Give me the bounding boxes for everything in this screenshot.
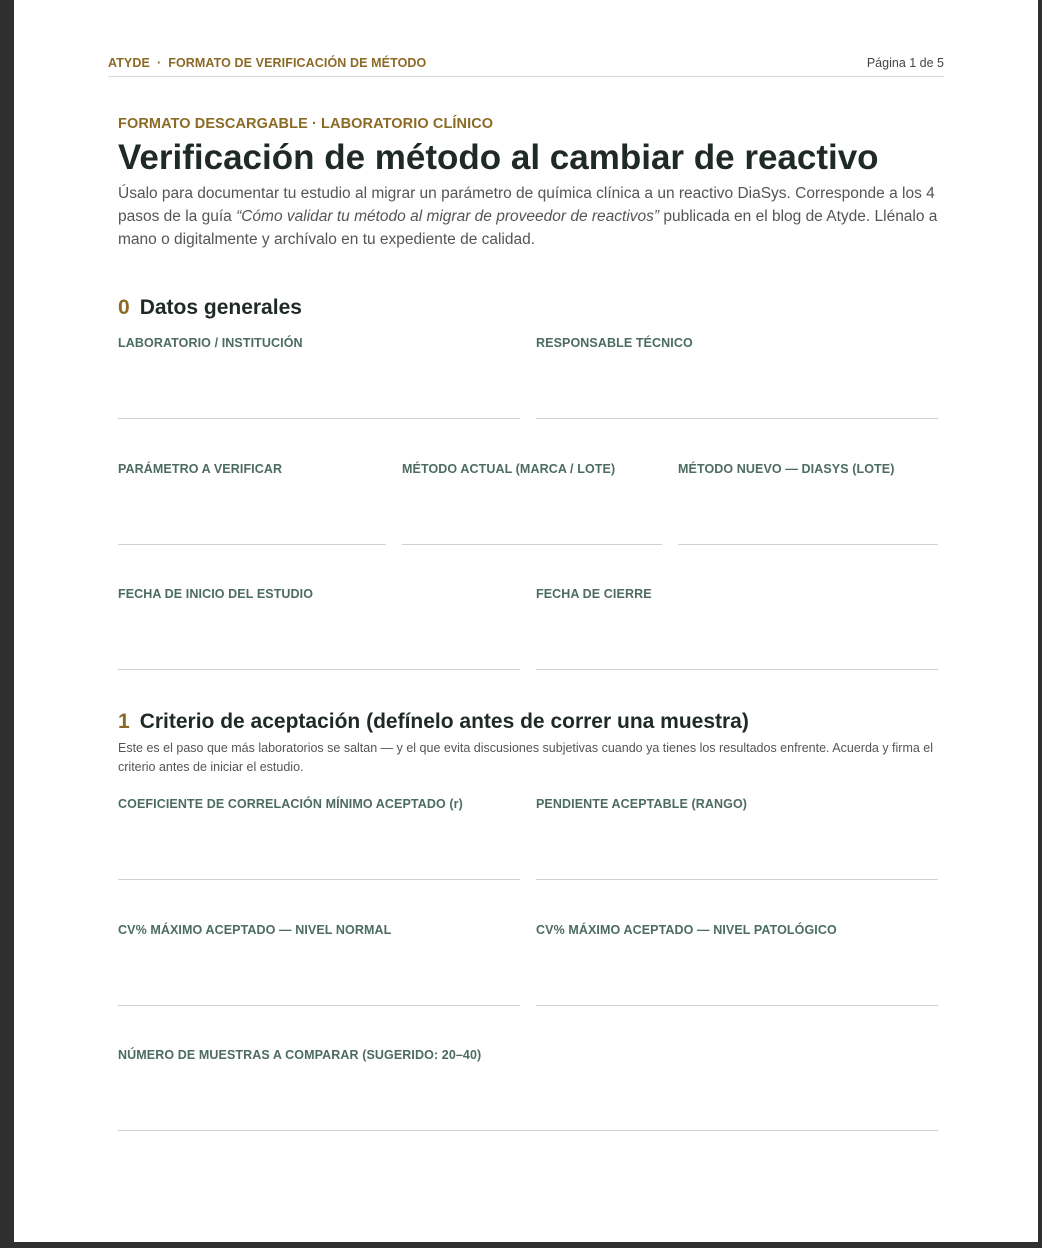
field-label: FECHA DE CIERRE (536, 587, 652, 601)
page-title: Verificación de método al cambiar de reactivo (118, 138, 879, 177)
field-label: PENDIENTE ACEPTABLE (RANGO) (536, 797, 748, 811)
field-label: MÉTODO NUEVO — DIASYS (LOTE) (678, 462, 895, 476)
field-pendiente[interactable] (536, 797, 938, 880)
eyebrow-label: FORMATO DESCARGABLE · LABORATORIO CLÍNICO (118, 116, 494, 132)
field-fecha-cierre[interactable] (536, 587, 938, 670)
field-metodo-nuevo[interactable] (678, 462, 938, 545)
field-label: CV% MÁXIMO ACEPTADO — NIVEL PATOLÓGICO (536, 923, 837, 937)
field-label: COEFICIENTE DE CORRELACIÓN MÍNIMO ACEPTADO (r) (118, 797, 463, 811)
intro-paragraph (118, 182, 938, 251)
field-cv-patologico[interactable] (536, 923, 938, 1006)
field-label: CV% MÁXIMO ACEPTADO — NIVEL NORMAL (118, 923, 392, 937)
field-label: LABORATORIO / INSTITUCIÓN (118, 336, 303, 350)
field-coeficiente-correlacion[interactable] (118, 797, 520, 880)
section-0-title: Datos generales (139, 296, 302, 319)
field-label: NÚMERO DE MUESTRAS A COMPARAR (SUGERIDO: 20–40) (118, 1048, 482, 1062)
section-0-number: 0 (118, 296, 130, 319)
field-cv-normal[interactable] (118, 923, 520, 1006)
guide-title: “Cómo validar tu método al migrar de proveedor de reactivos” (236, 208, 660, 225)
field-label: PARÁMETRO A VERIFICAR (118, 462, 283, 476)
document-name: FORMATO DE VERIFICACIÓN DE MÉTODO (168, 56, 427, 70)
field-fecha-inicio[interactable] (118, 587, 520, 670)
field-responsable[interactable] (536, 336, 938, 419)
brand-name: ATYDE (108, 56, 150, 70)
page-indicator: Página 1 de 5 (866, 56, 944, 70)
section-1-number: 1 (118, 710, 130, 733)
document-page (14, 0, 1038, 1242)
header-brand (108, 56, 426, 70)
section-0-heading (118, 296, 302, 320)
section-1-heading (118, 710, 749, 734)
field-label: MÉTODO ACTUAL (MARCA / LOTE) (402, 462, 616, 476)
running-header (108, 56, 944, 77)
intro-text-start: Úsalo para documentar tu estudio al migrar un parámetro de química clínica a un reactivo DiaSys. Corresponde a los 4 pasos de la guía (118, 185, 935, 225)
field-label: FECHA DE INICIO DEL ESTUDIO (118, 587, 314, 601)
brand-separator: · (156, 56, 162, 70)
intro-text-end: publicada en el blog de Atyde. Llénalo a mano o digitalmente y archívalo en tu expediente de calidad. (118, 208, 938, 248)
field-parametro[interactable] (118, 462, 386, 545)
field-label: RESPONSABLE TÉCNICO (536, 336, 693, 350)
section-1-title: Criterio de aceptación (defínelo antes de correr una muestra) (139, 710, 749, 733)
form-content (118, 116, 938, 1062)
section-1-description: Este es el paso que más laboratorios se saltan — y el que evita discusiones subjetivas cuando ya tienes los resultados enfrente. Acuerda y firma el criterio antes de iniciar el estudio. (118, 741, 934, 774)
field-numero-muestras[interactable] (118, 1048, 938, 1131)
field-laboratorio[interactable] (118, 336, 520, 419)
field-metodo-actual[interactable] (402, 462, 662, 545)
